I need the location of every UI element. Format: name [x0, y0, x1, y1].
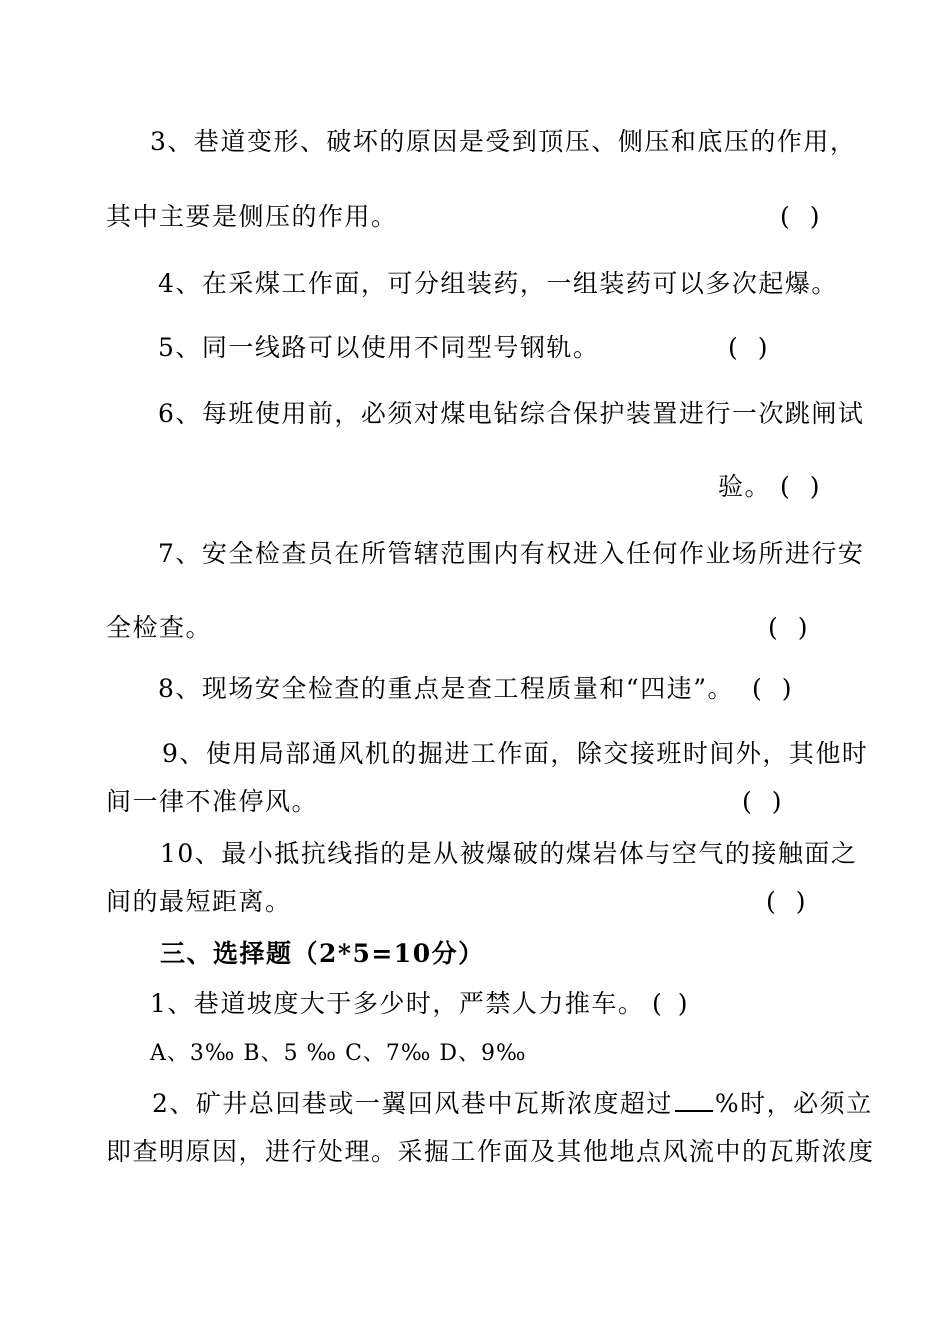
choice-q1-line1: 1、巷道坡度大于多少时，严禁人力推车。 — [150, 989, 645, 1018]
q4-line1: 4、在采煤工作面，可分组装药，一组装药可以多次起爆。 — [158, 269, 838, 298]
choice-q2-line1-part1: 2、矿井总回巷或一翼回风巷中瓦斯浓度超过 — [152, 1089, 673, 1118]
q9-line1: 9、使用局部通风机的掘进工作面，除交接班时间外，其他时 — [162, 739, 869, 768]
q9-answer-blank[interactable]: ( ) — [742, 787, 788, 816]
q7-answer-blank[interactable]: ( ) — [768, 613, 814, 642]
choice-q1-options: A、3‰ B、5 ‰ C、7‰ D、9‰ — [150, 1041, 527, 1066]
q7-line2: 全检查。 — [106, 613, 213, 642]
q10-line2: 间的最短距离。 — [106, 887, 292, 916]
q6-answer-blank[interactable]: ( ) — [780, 472, 826, 501]
q6-line2: 验。 — [718, 472, 772, 501]
q8-line1: 8、现场安全检查的重点是查工程质量和“四违”。 — [158, 674, 734, 703]
choice-q2-fill-blank[interactable] — [675, 1090, 713, 1112]
q3-line2: 其中主要是侧压的作用。 — [106, 202, 398, 231]
q9-line2: 间一律不准停风。 — [106, 787, 319, 816]
q5-line1: 5、同一线路可以使用不同型号钢轨。 — [158, 333, 600, 362]
q6-line1: 6、每班使用前，必须对煤电钻综合保护装置进行一次跳闸试 — [158, 399, 865, 428]
q3-line1: 3、巷道变形、破坏的原因是受到顶压、侧压和底压的作用， — [150, 127, 857, 156]
q10-answer-blank[interactable]: ( ) — [766, 887, 812, 916]
q5-answer-blank[interactable]: ( ) — [728, 333, 774, 362]
q10-line1: 10、最小抵抗线指的是从被爆破的煤岩体与空气的接触面之 — [160, 839, 858, 868]
choice-q1-answer-blank[interactable]: ( ) — [652, 989, 692, 1018]
q8-answer-blank[interactable]: ( ) — [752, 674, 798, 703]
choice-q2-line1 — [152, 1088, 873, 1120]
choice-q2-line1-part2: %时，必须立 — [714, 1089, 873, 1118]
choice-q2-line2: 即查明原因，进行处理。采掘工作面及其他地点风流中的瓦斯浓度 — [106, 1137, 875, 1166]
q7-line1: 7、安全检查员在所管辖范围内有权进入任何作业场所进行安 — [158, 539, 865, 568]
q3-answer-blank[interactable]: ( ) — [780, 202, 826, 231]
section3-heading: 三、选择题（2*5=10分） — [160, 939, 485, 968]
